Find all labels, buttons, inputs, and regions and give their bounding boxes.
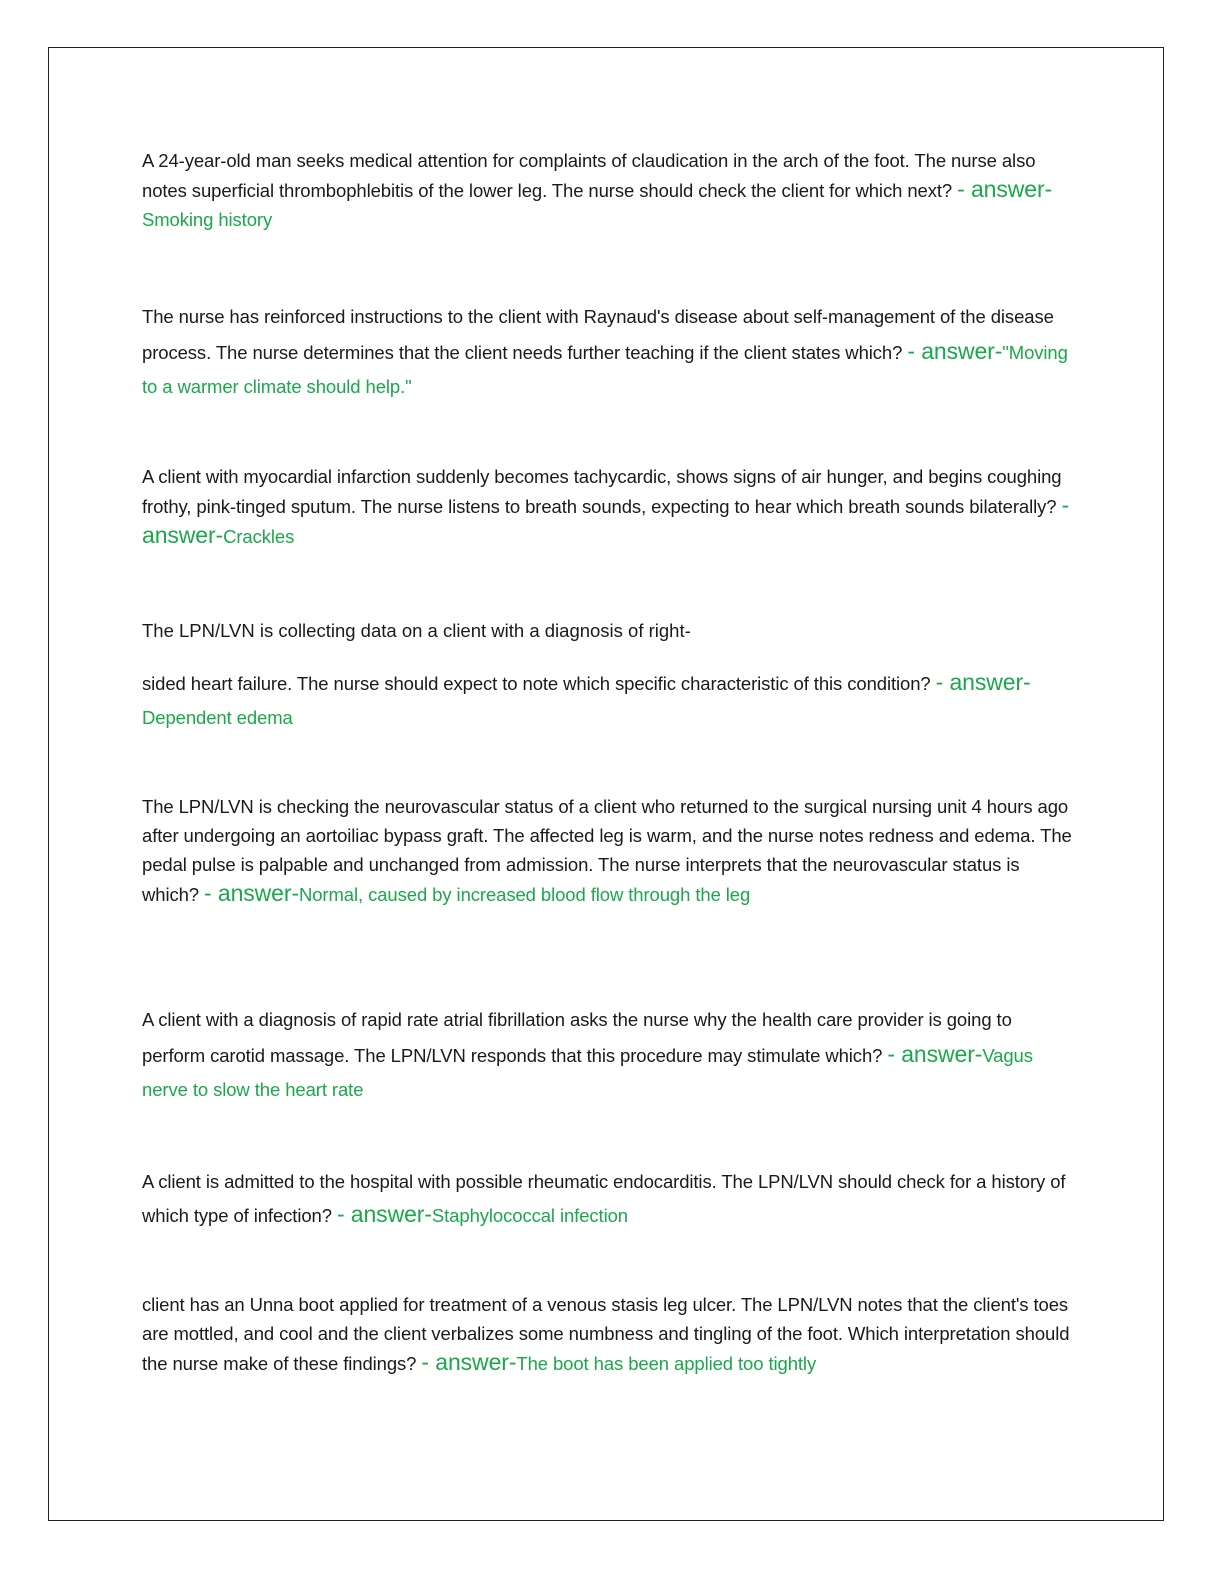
answer-text: The boot has been applied too tightly	[516, 1353, 817, 1374]
question-text: A client is admitted to the hospital with possible rheumatic endocarditis. The LPN/LVN should check for a history of which type of infection?	[142, 1171, 1066, 1226]
answer-separator: - answer-	[907, 338, 1003, 364]
answer-separator: - answer-	[142, 492, 1070, 548]
question-text: A client with myocardial infarction suddenly becomes tachycardic, shows signs of air hunger, and begins coughing frothy, pink-tinged sputum. The nurse listens to breath sounds, expecting to hear which breath sounds bilaterally?	[142, 466, 1062, 517]
question-text: The nurse has reinforced instructions to the client with Raynaud's disease about self-management of the disease process. The nurse determines that the client needs further teaching if the client states which?	[142, 306, 1054, 363]
question-text: client has an Unna boot applied for treatment of a venous stasis leg ulcer. The LPN/LVN notes that the client's toes are mottled, and cool and the client verbalizes some numbness and tingling of the foot. Which interpretation should the nurse make of these findings?	[142, 1294, 1070, 1374]
qa-item-6	[142, 1003, 1072, 1107]
answer-text: Normal, caused by increased blood flow through the leg	[298, 884, 751, 905]
question-text: A 24-year-old man seeks medical attention for complaints of claudication in the arch of the foot. The nurse also notes superficial thrombophlebitis of the lower leg. The nurse should check the client for which next?	[142, 150, 1036, 201]
qa-item-4	[142, 665, 1072, 735]
qa-item-7	[142, 1166, 1072, 1232]
answer-text: "Moving to a warmer climate should help."	[142, 342, 1068, 397]
answer-separator: - answer-	[204, 880, 299, 906]
question-text: The LPN/LVN is checking the neurovascular status of a client who returned to the surgical nursing unit 4 hours ago after undergoing an aortoiliac bypass graft. The affected leg is warm, and the nurse notes redness and edema. The pedal pulse is palpable and unchanged from admission. The nurse interprets that the neurovascular status is which?	[142, 796, 1072, 905]
qa-item-8	[142, 1290, 1072, 1378]
question-text: sided heart failure. The nurse should expect to note which specific characteristic of this condition?	[142, 673, 936, 694]
qa-item-4-first-line: The LPN/LVN is collecting data on a client with a diagnosis of right-	[142, 620, 691, 641]
qa-item-3	[142, 462, 1072, 551]
answer-separator: - answer-	[421, 1349, 517, 1375]
qa-item-1	[142, 146, 1072, 234]
answer-separator: - answer-	[887, 1041, 983, 1067]
answer-separator: - answer-	[935, 669, 1031, 695]
qa-item-5	[142, 792, 1072, 909]
answer-text: Smoking history	[142, 209, 273, 230]
answer-text: Vagus nerve to slow the heart rate	[142, 1045, 1033, 1100]
answer-text: Crackles	[223, 526, 295, 547]
answer-text: Staphylococcal infection	[431, 1205, 628, 1226]
answer-separator: - answer-	[957, 176, 1053, 202]
answer-text: Dependent edema	[142, 707, 293, 728]
answer-separator: - answer-	[336, 1201, 432, 1227]
qa-item-2	[142, 300, 1072, 404]
question-text: A client with a diagnosis of rapid rate atrial fibrillation asks the nurse why the health care provider is going to perform carotid massage. The LPN/LVN responds that this procedure may stimulate which?	[142, 1009, 1012, 1066]
